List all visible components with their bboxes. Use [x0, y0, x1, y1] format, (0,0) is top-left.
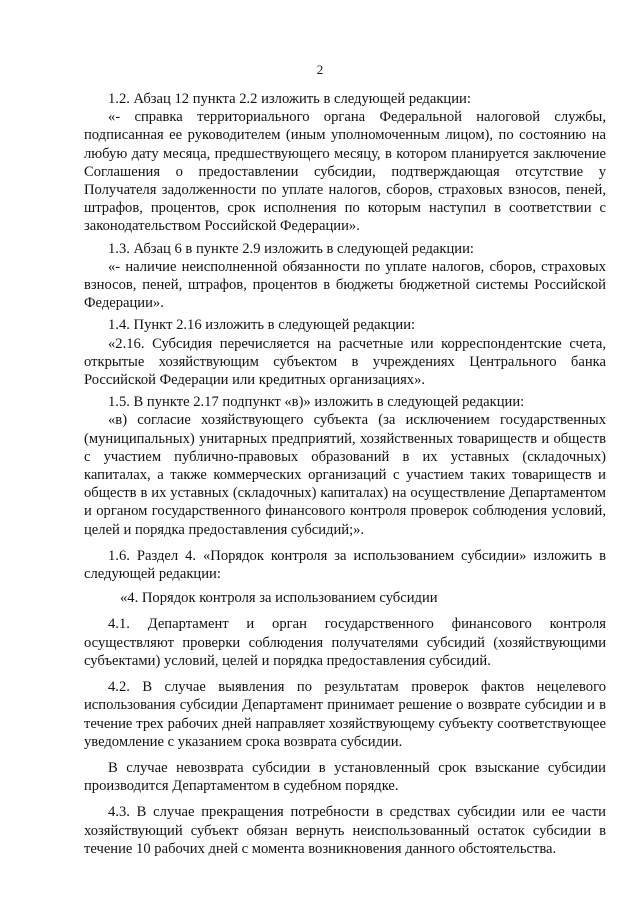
document-body [84, 90, 606, 858]
clause-1-3-heading: 1.3. Абзац 6 в пункте 2.9 изложить в следующей редакции: [108, 240, 474, 257]
clause-4-2-continuation: В случае невозврата субсидии в установленный срок взыскание субсидии производится Департаментом в судебном порядке. [84, 759, 606, 795]
clause-1-6-heading: 1.6. Раздел 4. «Порядок контроля за использованием субсидии» изложить в следующей редакции: [84, 547, 606, 583]
clause-4-3-text: 4.3. В случае прекращения потребности в средствах субсидии или ее части хозяйствующий субъект обязан вернуть неиспользованный остаток субсидии в течение 10 рабочих дней с момента возникновения данного обстоятельства. [84, 804, 606, 857]
clause-1-3-text: «- наличие неисполненной обязанности по уплате налогов, сборов, страховых взносов, пеней, штрафов, процентов в бюджеты бюджетной системы Российской Федерации». [84, 258, 606, 312]
section-4-title: «4. Порядок контроля за использованием субсидии [120, 590, 438, 607]
clause-1-5-heading: 1.5. В пункте 2.17 подпункт «в)» изложить в следующей редакции: [108, 394, 525, 411]
page-number: 2 [316, 62, 324, 77]
clause-1-2-heading: 1.2. Абзац 12 пункта 2.2 изложить в следующей редакции: [108, 91, 471, 107]
clause-4-2-text: 4.2. В случае выявления по результатам проверок фактов нецелевого использования субсидии Департамент принимает решение о возврате субсидии и в течение трех рабочих дней направляет хозяйствующему субъекту соответствующее уведомление с указанием срока возврата субсидии. [84, 679, 606, 750]
clause-1-5-text: «в) согласие хозяйствующего субъекта (за исключением государственных (муниципальных) унитарных предприятий, хозяйственных товариществ и обществ с участием публично-правовых образований в их уставных (складочных) капиталах, а также коммерческих организаций с участием таких товариществ и обществ в их уставных (складочных) капиталах) на осуществление Департаментом и органом государственного финансового контроля проверок соблюдения условий, целей и порядка предоставления субсидий;». [84, 412, 606, 538]
clause-1-4-heading: 1.4. Пункт 2.16 изложить в следующей редакции: [108, 317, 416, 334]
clause-1-4-text: «2.16. Субсидия перечисляется на расчетные или корреспондентские счета, открытые хозяйствующим субъектом в учреждениях Центрального банка Российской Федерации или кредитных организациях». [84, 335, 606, 389]
clause-4-1-text: 4.1. Департамент и орган государственного финансового контроля осуществляют проверки соблюдения получателями субсидий (хозяйствующими субъектами) условий, целей и порядка предоставления субсидий. [84, 616, 606, 669]
clause-1-2-text: «- справка территориального органа Федеральной налоговой службы, подписанная ее руководителем (иным уполномоченным лицом), по состоянию на любую дату месяца, предшествующего месяцу, в котором планируется заключение Соглашения о предоставлении субсидии, подтверждающая отсутствие у Получателя задолженности по уплате налогов, сборов, страховых взносов, пеней, штрафов, процентов, срок исполнения по которым наступил в соответствии с законодательством Российской Федерации». [84, 109, 606, 235]
